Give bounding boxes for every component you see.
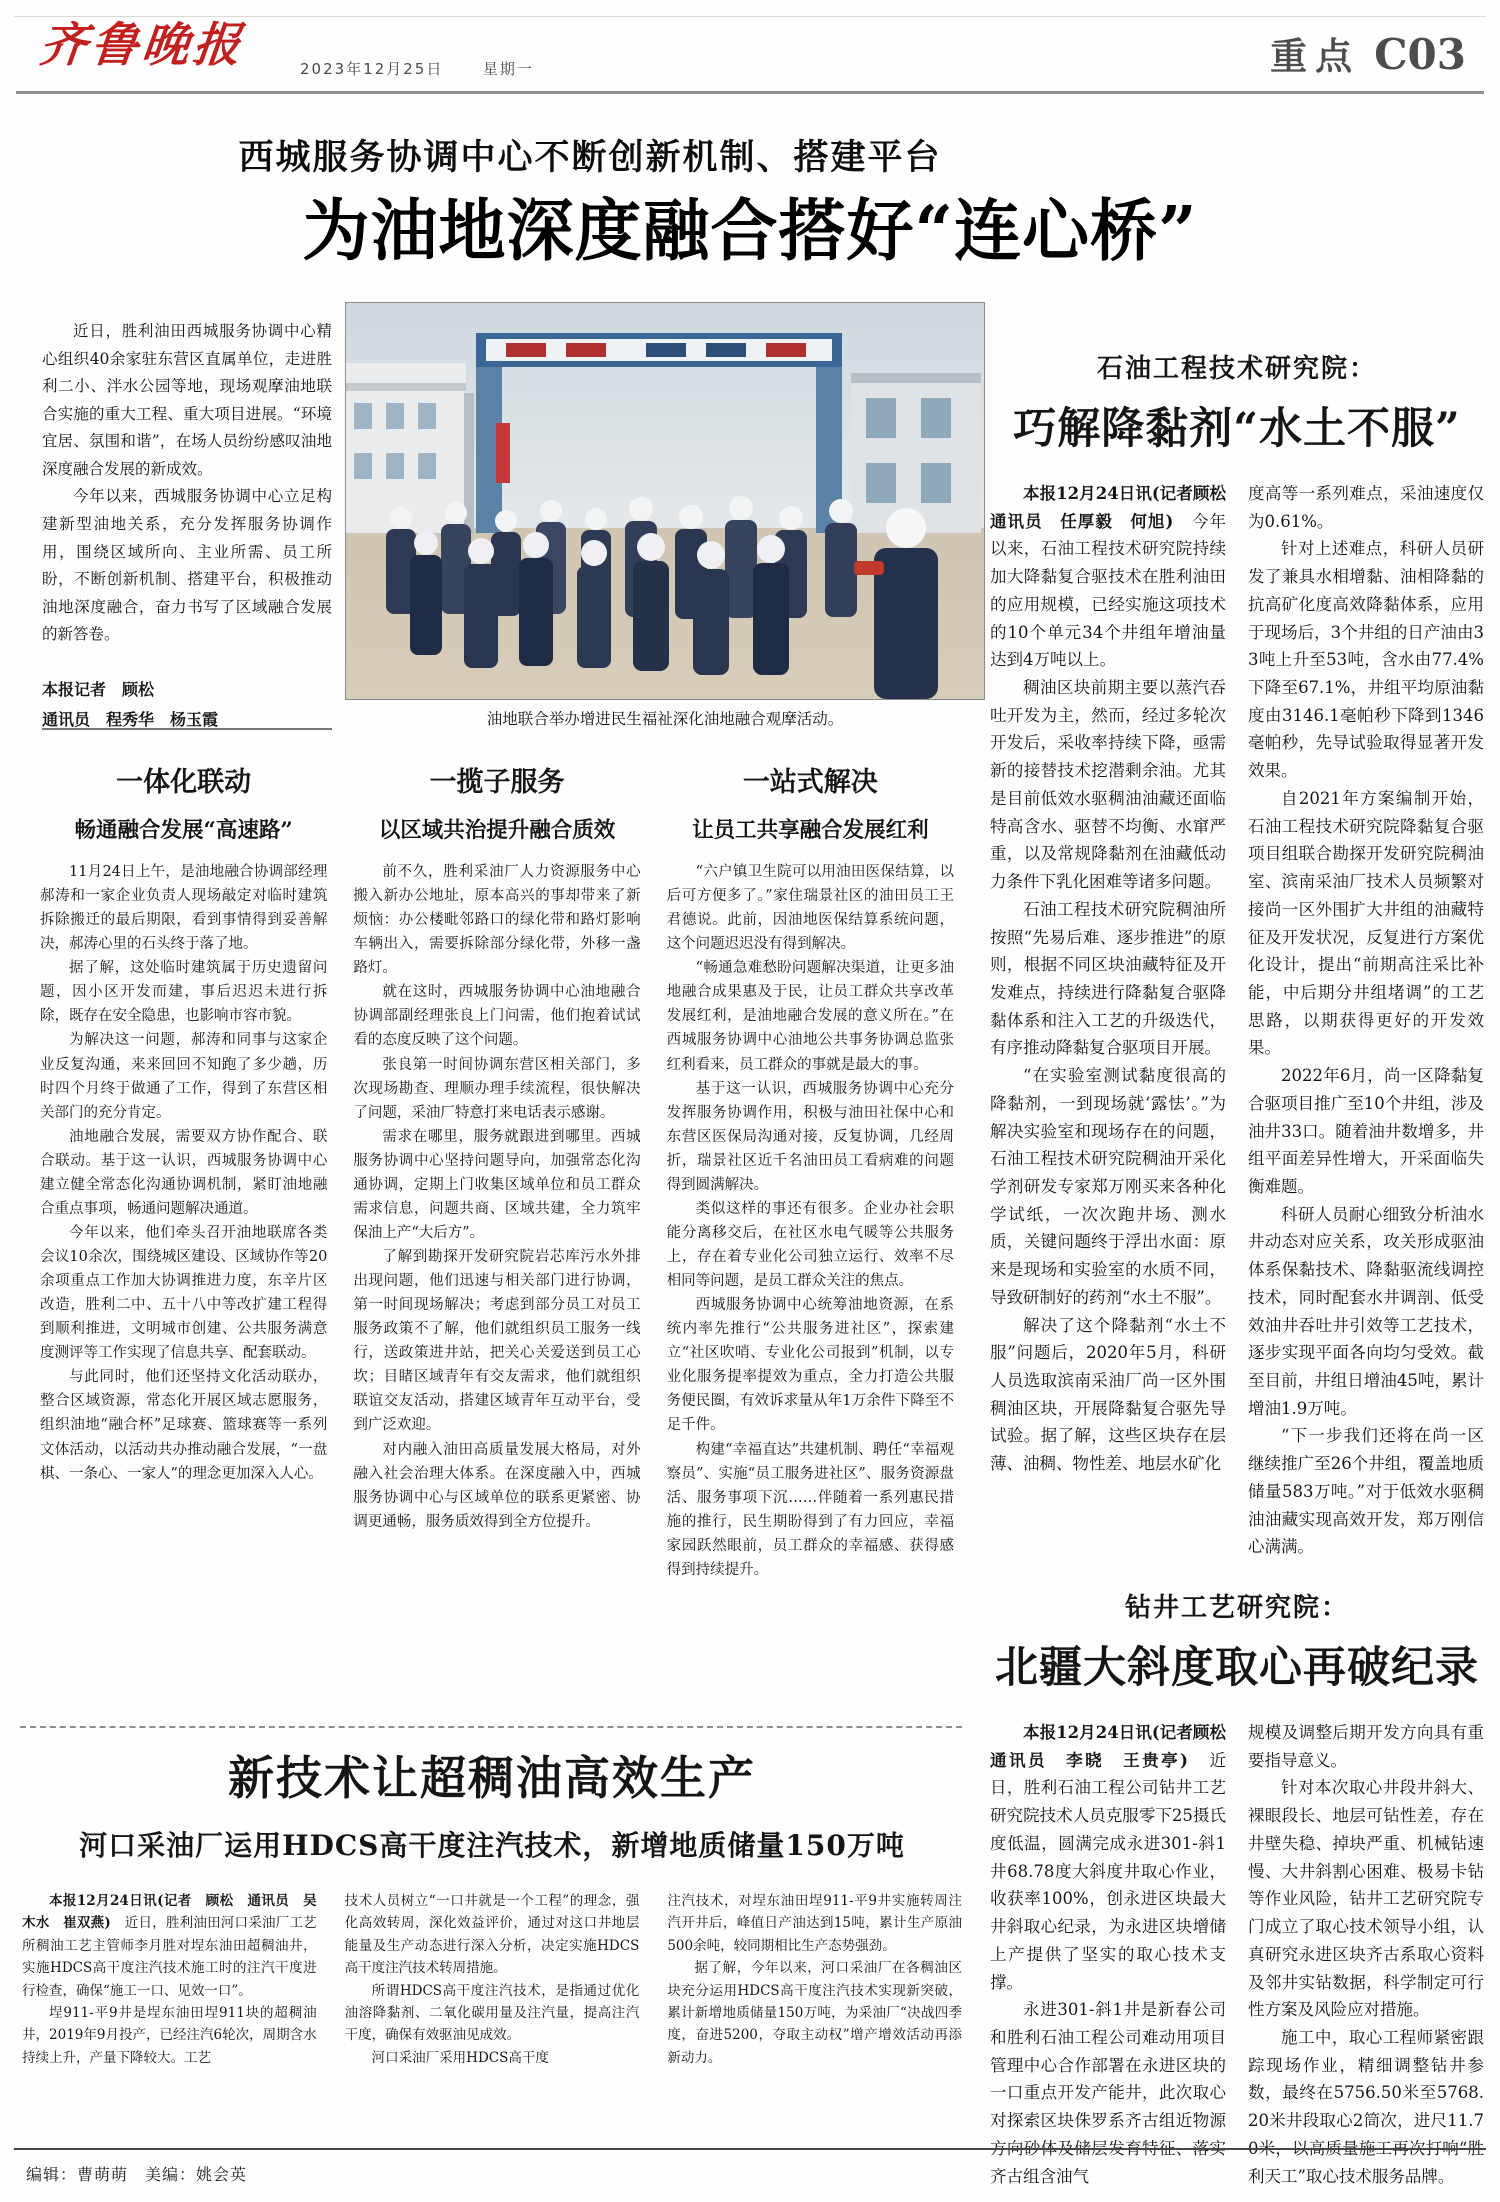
news-photo xyxy=(345,302,985,700)
article-column-1 xyxy=(990,480,1243,1561)
column-body xyxy=(40,860,327,1486)
paragraph: 2022年6月，尚一区降黏复合驱项目推广至10个井组，涉及油井33口。随着油井数增多，井组平面差异性增大，开采面临失衡难题。 xyxy=(1248,1066,1484,1196)
lead-headline: 为油地深度融合搭好“连心桥” xyxy=(302,191,1198,270)
column-title: 一体化联动 xyxy=(116,767,252,798)
column-title: 一揽子服务 xyxy=(429,767,565,798)
article-body xyxy=(990,480,1484,1561)
reporter-credits xyxy=(42,675,332,736)
paragraph: 类似这样的事还有很多。企业办社会职能分离移交后，在社区水电气暖等公共服务上，存在着专业化公司独立运行、效率不尽相同等问题，是员工群众关注的焦点。 xyxy=(666,1200,954,1290)
article-column-2 xyxy=(1248,1719,1484,2190)
column-title: 一站式解决 xyxy=(742,767,878,798)
paragraph: 西城服务协调中心统筹油地资源，在系统内率先推行“公共服务进社区”，探索建立“社区吹哨、专业化公司报到”机制，以专业化服务提率提效为重点，全力打造公共服务便民圈，有效诉求量从年1万余件下降至不足千件。 xyxy=(666,1297,954,1434)
header-rule xyxy=(16,91,1484,94)
section-box xyxy=(1270,26,1466,80)
paragraph: 永进301-斜1井是新春公司和胜利石油工程公司难动用项目管理中心合作部署在永进区块的一口重点开发产能井，此次取心对探索区块侏罗系齐古组近物源方向砂体及储层发育特征、落实齐古组含油气 xyxy=(990,2000,1226,2186)
right-articles-region xyxy=(990,348,1484,2202)
photo-caption: 油地联合举办增进民生福祉深化油地融合观摩活动。 xyxy=(486,710,844,728)
column-subtitle: 以区域共治提升融合质效 xyxy=(378,818,616,843)
header-date xyxy=(300,58,534,79)
dateline-lead: 本报12月24日讯(记者顾松 通讯员 李晓 王贵亭) xyxy=(990,1723,1243,1770)
paragraph: 需求在哪里，服务就跟进到哪里。西城服务协调中心坚持问题导向，加强常态化沟通协调，定期上门收集区域单位和员工群众需求信息，问题共商、区域共建，全力筑牢保油上产“大后方”。 xyxy=(353,1128,641,1241)
article-column-3 xyxy=(667,1890,962,2069)
paragraph: 针对上述难点，科研人员研发了兼具水相增黏、油相降黏的抗高矿化度高效降黏体系，应用于现场后，3个井组的日产油由33吨上升至53吨，含水由77.4%下降至67.1%，井组平均原油黏度由3146.1毫帕秒下降到1346毫帕秒，先导试验取得显著开发效果。 xyxy=(1248,539,1484,781)
feature-column-1 xyxy=(40,758,327,1720)
weekday-text: 星期一 xyxy=(482,60,534,78)
article-column-1 xyxy=(22,1890,317,2069)
paragraph: 度高等一系列难点，采油速度仅为0.61%。 xyxy=(1248,484,1484,531)
paragraph: 对内融入油田高质量发展大格局，对外融入社会治理大体系。在深度融入中，西城服务协调中心与区域单位的联系更紧密、协调更通畅，服务质效得到全方位提升。 xyxy=(353,1441,641,1530)
paragraph: 稠油区块前期主要以蒸汽吞吐开发为主，然而，经过多轮次开发后，采收率持续下降，亟需新的接替技术挖潜剩余油。尤其是目前低效水驱稠油油藏还面临特高含水、驱替不均衡、水窜严重，以及常规降黏剂在油藏低动力条件下乳化困难等诸多问题。 xyxy=(990,678,1226,892)
masthead-logo: 齐鲁晚报 xyxy=(37,18,247,73)
paragraph: 针对本次取心井段井斜大、裸眼段长、地层可钻性差，存在井壁失稳、掉块严重、机械钻速慢、大井斜割心困难、极易卡钻等作业风险，钻井工艺研究院专门成立了取心技术领导小组，认真研究永进区块齐古系取心资料及邻井实钻数据，科学制定可行性方案及风险应对措施。 xyxy=(1248,1778,1484,2020)
intro-divider xyxy=(42,728,332,730)
article-kicker: 石油工程技术研究院： xyxy=(1096,354,1377,384)
section-name: 重点 xyxy=(1270,34,1361,78)
dashed-divider xyxy=(20,1726,962,1728)
paragraph: 石油工程技术研究院稠油所按照“先易后难、逐步推进”的原则，根据不同区块油藏特征及开发难点，持续进行降黏复合驱降黏体系和注入工艺的升级迭代，有序推动降黏复合驱项目开展。 xyxy=(990,899,1226,1058)
photo-block xyxy=(345,302,985,729)
paragraph: 与此同时，他们还坚持文化活动联办，整合区域资源，常态化开展区域志愿服务，组织油地“融合杯”足球赛、篮球赛等一系列文体活动，以活动共办推动融合发展，“一盘棋、一条心、一家人”的理念更加深入人心。 xyxy=(40,1369,328,1482)
paragraph: 今年以来，他们牵头召开油地联席各类会议10余次，围绕城区建设、区域协作等20余项重点工作加大协调推进力度，东辛片区改造，胜利二中、五十八中等改扩建工程得到顺利推进，文明城市创建、公共服务满意度测评等工作实现了信息共享、配套联动。 xyxy=(40,1224,328,1362)
paragraph: “下一步我们还将在尚一区继续推广至26个井组，覆盖地质储量583万吨。”对于低效水驱稠油油藏实现高效开发，郑万刚信心满满。 xyxy=(1248,1426,1484,1557)
paragraph: 埕911-平9井是埕东油田埕911块的超稠油井，2019年9月投产，已经注汽6轮次，周期含水持续上升，产量下降较大。工艺 xyxy=(22,2005,317,2066)
correspondent-line: 通讯员 程秀华 杨玉霞 xyxy=(42,710,219,730)
paragraph: 河口采油厂采用HDCS高干度 xyxy=(371,2049,549,2066)
article-title: 巧解降黏剂“水土不服” xyxy=(1013,404,1461,454)
intro-paragraphs xyxy=(42,318,332,649)
dateline-lead: 本报12月24日讯(记者 顾松 通讯员 吴木水 崔双燕) xyxy=(22,1893,317,1932)
article-column-1 xyxy=(990,1719,1243,2190)
reporter-line: 本报记者 顾松 xyxy=(42,679,155,699)
lead-intro-column xyxy=(42,318,332,736)
paragraph: “六户镇卫生院可以用油田医保结算，以后可方便多了。”家住瑞景社区的油田员工王君德说。此前，因油地医保结算系统问题，这个问题迟迟没有得到解决。 xyxy=(666,864,954,953)
paragraph: 施工中，取心工程师紧密跟踪现场作业，精细调整钻井参数，最终在5756.50米至5768.20米井段取心2筒次，进尺11.70米，以高质量施工再次打响“胜利天工”取心技术服务品牌。 xyxy=(1248,2027,1484,2186)
paragraph: 油地融合发展，需要双方协作配合、联合联动。基于这一认识，西城服务协调中心建立健全常态化沟通协调机制，紧盯油地融合重点事项，畅通问题解决通道。 xyxy=(40,1128,328,1217)
paragraph: 了解到勘探开发研究院岩芯库污水外排出现问题，他们迅速与相关部门进行协调，第一时间现场解决；考虑到部分员工对员工服务政策不了解，他们就组织员工服务一线行，送政策进井站，把关心关爱送到员工心坎；目睹区域青年有交友需求，他们就组织联谊交友活动，搭建区域青年互动平台，受到广泛欢迎。 xyxy=(353,1249,641,1434)
page-number: C03 xyxy=(1374,30,1466,79)
column-subtitle: 让员工共享融合发展红利 xyxy=(692,818,929,843)
paragraph: 就在这时，西城服务协调中心油地融合协调部副经理张良上门问需，他们抱着试试看的态度反映了这个问题。 xyxy=(353,984,641,1049)
article-kicker: 钻井工艺研究院： xyxy=(1124,1593,1349,1624)
paragraph: 注汽技术，对埕东油田埕911-平9井实施转周注汽开井后，峰值日产油达到15吨，累计生产原油500余吨，较同期相比生产态势强劲。 xyxy=(667,1893,963,1954)
paragraph: 科研人员耐心细致分析油水井动态对应关系，攻关形成驱油体系保黏技术、降黏驱流线调控技术，同时配套水井调剖、低受效油井吞吐井引效等工艺技术，逐步实现平面各向均匀受效。截至目前，井组日增油45吨，累计增油1.9万吨。 xyxy=(1248,1204,1484,1418)
feature-column-2 xyxy=(353,758,640,1720)
paragraph: 本报12月24日讯(记者顾松 通讯员 李晓 王贵亭) 近日，胜利石油工程公司钻井工艺研究院技术人员克服零下25摄氏度低温，圆满完成永进301-斜1井68.78度大斜度井取心作业，收获率100%，创永进区块最大井斜取心纪录，为永进区块增储上产提供了坚实的取心技术支撑。 xyxy=(990,1723,1243,1992)
paragraph: 据了解，今年以来，河口采油厂在各稠油区块充分运用HDCS高干度注汽技术实现新突破，累计新增地质储量150万吨，为采油厂“决战四季度，奋进5200，夺取主动权”增产增效活动再添新动力。 xyxy=(667,1960,963,2066)
paragraph: “在实验室测试黏度很高的降黏剂，一到现场就‘露怯’。”为解决实验室和现场存在的问题，石油工程技术研究院稠油开采化学剂研发专家郑万刚买来各种化学试纸，一次次跑井场、测水质，关键问题终于浮出水面：原来是现场和实验室的水质不同，导致研制好的药剂“水土不服”。 xyxy=(990,1066,1226,1307)
paragraph: 基于这一认识，西城服务协调中心充分发挥服务协调作用，积极与油田社保中心和东营区医保局沟通对接，反复协调，几经周折，瑞景社区近千名油田员工看病难的问题得到圆满解决。 xyxy=(666,1080,954,1193)
paragraph: 近日，胜利油田西城服务协调中心精心组织40余家驻东营区直属单位，走进胜利二小、泮水公园等地，现场观摩油地联合实施的重大工程、重大项目进展。“环境宜居、氛围和谐”，在场人员纷纷感叹油地深度融合发展的新成效。 xyxy=(42,322,332,478)
paragraph: 解决了这个降黏剂“水土不服”问题后，2020年5月，科研人员选取滨南采油厂尚一区外围稠油区块，开展降黏复合驱先导试验。据了解，这些区块存在层薄、油稠、物性差、地层水矿化 xyxy=(990,1315,1226,1474)
article-title: 北疆大斜度取心再破纪录 xyxy=(995,1643,1479,1694)
paragraph: “畅通急难愁盼问题解决渠道，让更多油地融合成果惠及于民，让员工群众共享改革发展红利，是油地融合发展的意义所在。”在西城服务协调中心油地公共事务协调总监张红利看来，员工群众的事就是最大的事。 xyxy=(666,960,954,1073)
photo-illustration xyxy=(346,303,984,699)
article-title: 新技术让超稠油高效生产 xyxy=(228,1751,756,1805)
article-body xyxy=(22,1890,962,2069)
article-column-2 xyxy=(1248,480,1484,1561)
paragraph: 所谓HDCS高干度注汽技术，是指通过优化油溶降黏剂、二氧化碳用量及注汽量，提高注汽干度，确保有效驱油见成效。 xyxy=(344,1982,640,2044)
paragraph: 构建“幸福直达”共建机制、聘任“幸福观察员”、实施“员工服务进社区”、服务资源盘活、服务事项下沉……伴随着一系列惠民措施的推行，民生期盼得到了有力回应，幸福家园跃然眼前，员工群众的幸福感、获得感得到持续提升。 xyxy=(666,1441,954,1578)
paragraph: 本报12月24日讯(记者顾松 通讯员 任厚毅 何旭) 今年以来，石油工程技术研究院持续加大降黏复合驱技术在胜利油田的应用规模，已经实施这项技术的10个单元34个井组年增油量达到4万吨以上。 xyxy=(990,484,1243,670)
date-text: 2023年12月25日 xyxy=(300,60,444,78)
article-column-2 xyxy=(345,1890,640,2069)
lead-kicker: 西城服务协调中心不断创新机制、搭建平台 xyxy=(238,137,942,178)
paragraph: 据了解，这处临时建筑属于历史遗留问题，因小区开发而建，事后迟迟未进行拆除，既存在安全隐患，也影响市容市貌。 xyxy=(40,960,328,1025)
paragraph: 今年以来，西城服务协调中心立足构建新型油地关系，充分发挥服务协调作用，围绕区域所向、主业所需、员工所盼，不断创新机制、搭建平台，积极推动油地深度融合，奋力书写了区域融合发展的新答卷。 xyxy=(42,487,332,644)
paragraph: 自2021年方案编制开始，石油工程技术研究院降黏复合驱项目组联合勘探开发研究院稠油室、滨南采油厂技术人员频繁对接尚一区外围扩大井组的油藏特征及开发状况，反复进行方案优化设计，提出“前期高注采比补能，中后期分井组堵调”的工艺思路，以期获得更好的开发效果。 xyxy=(1248,788,1484,1058)
feature-columns xyxy=(40,758,954,1720)
footer-rule xyxy=(14,2148,1486,2150)
article-hdcs xyxy=(22,1742,962,2069)
article-quxin xyxy=(990,1587,1484,2190)
paragraph: 技术人员树立“一口井就是一个工程”的理念，强化高效转周，深化效益评价，通过对这口井地层能量及生产动态进行深入分析，决定实施HDCS高干度注汽技术转周措施。 xyxy=(344,1893,640,1977)
feature-column-3 xyxy=(667,758,954,1720)
article-body xyxy=(990,1719,1484,2190)
paragraph: 11月24日上午，是油地融合协调部经理郝涛和一家企业负责人现场敲定对临时建筑拆除搬迁的最后期限，看到事情得到妥善解决，郝涛心里的石头终于落了地。 xyxy=(40,864,328,953)
article-subtitle: 河口采油厂运用HDCS高干度注汽技术，新增地质储量150万吨 xyxy=(79,1829,905,1862)
paragraph: 前不久，胜利采油厂人力资源服务中心搬入新办公地址，原本高兴的事却带来了新烦恼：办公楼毗邻路口的绿化带和路灯影响车辆出入，需要拆除部分绿化带，外移一盏路灯。 xyxy=(353,864,641,977)
paragraph: 为解决这一问题，郝涛和同事与这家企业反复沟通，来来回回不知跑了多少趟，历时四个月终于做通了工作，得到了东营区相关部门的充分肯定。 xyxy=(40,1032,328,1121)
page-top-rule xyxy=(14,16,1486,17)
column-body xyxy=(353,860,640,1534)
footer-credits: 编辑：曹萌萌 美编：姚会英 xyxy=(26,2165,248,2184)
column-body xyxy=(667,860,954,1582)
paragraph: 本报12月24日讯(记者 顾松 通讯员 吴木水 崔双燕) 近日，胜利油田河口采油厂工艺所稠油工艺主管师李月胜对埕东油田超稠油井，实施HDCS高干度注汽技术施工时的注汽干度进行检查，确保“施工一口、见效一口”。 xyxy=(22,1893,317,1999)
dateline-lead: 本报12月24日讯(记者顾松 通讯员 任厚毅 何旭) xyxy=(990,484,1243,531)
column-subtitle: 畅通融合发展“高速路” xyxy=(74,818,293,843)
article-jiangnianji xyxy=(990,348,1484,1561)
paragraph: 张良第一时间协调东营区相关部门，多次现场勘查、理顺办理手续流程，很快解决了问题，采油厂特意打来电话表示感谢。 xyxy=(353,1056,641,1121)
paragraph: 规模及调整后期开发方向具有重要指导意义。 xyxy=(1248,1723,1484,1770)
